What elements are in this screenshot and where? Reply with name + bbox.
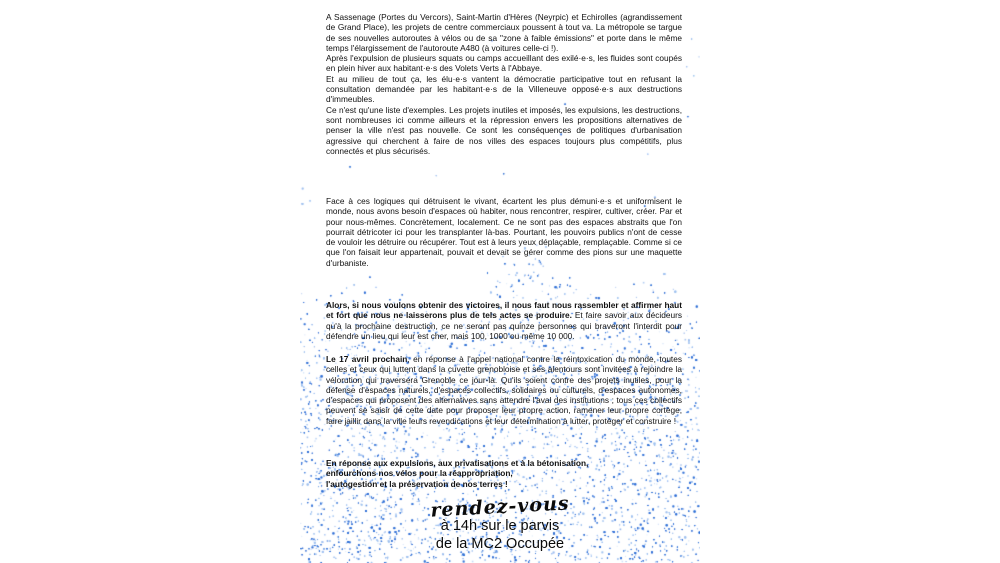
april-date-bold: Le 17 avril prochain (326, 354, 408, 364)
victories-text: Et faire savoir aux décideurs qu'à la prochaine destruction, ce ne seront pas quinze personnes qui braveront l'interdit pour défendre un lieu qui leur est cher, mais 100, 1000 ou même 10 000. (326, 310, 682, 341)
call-to-action-block (326, 458, 682, 489)
april-text: , en réponse à l'appel national contre la réintoxication du monde, toutes celles et ceux qui luttent dans la cuvette grenobloise et ses alentours sont invitées à rejoindre la vélorution qui traversera Grenoble ce jour-là. Qu'ils soient contre des projets inutiles, pour la défense d'espaces naturels, d'espaces collectifs, solidaires ou culturels, d'espaces autonomes, d'espaces qui proposent des alternatives sans attendre l'aval des institutions ; tous ces collectifs peuvent se saisir de cette date pour proposer leur propre action, ramener leur propre cortège, faire jaillir dans la ville leurs revendications et leur détermination à lutter, protéger et construire ! (326, 354, 683, 426)
paragraph-april (326, 354, 682, 426)
paragraph-victories (326, 300, 682, 341)
rendezvous-place-line: de la MC2 Occupée (435, 536, 565, 552)
rendezvous-time-line: à 14h sur le parvis (440, 518, 560, 534)
call-line-3: l'autogestion et la préservation de nos terres ! (326, 478, 508, 489)
rendezvous-script-heading: rendez-vous (429, 492, 571, 522)
paragraph-expulsions: Après l'expulsion de plusieurs squats ou camps accueillant des exilé·e·s, les fluides sont coupés en plein hiver aux habitant·e·s des Volets Verts à l'Abbaye. (326, 53, 682, 74)
paragraph-participative-democracy: Et au milieu de tout ça, les élu·e·s vantent la démocratie participative tout en refusant la consultation demandée par les habitant·e·s de la Villeneuve opposé·e·s aux destructions d'immeubles. (326, 73, 682, 105)
victories-bold-text: Alors, si nous voulons obtenir des victoires, il nous faut nous rassembler et affirmer haut et fort que nous ne laisserons plus de tels actes se produire. (326, 300, 682, 321)
flyer-sheet (300, 0, 700, 563)
paragraph-shopping-centres: A Sassenage (Portes du Vercors), Saint-Martin d'Hères (Neyrpic) et Echirolles (agrandissement de Grand Place), les projets de centre commerciaux poussent à tout va. La métropole se targue de ses nouvelles autoroutes à vélos ou de sa "zone à faible émissions" et porte dans le même temps l'élargissement de l'autoroute A480 (à voitures celle-ci !). (326, 12, 682, 53)
april-text-block (326, 354, 682, 426)
call-line-1: En réponse aux expulsions, aux privatisations et à la bétonisation, (326, 458, 589, 468)
intro-text-block (326, 12, 682, 156)
living-text-block (326, 196, 682, 268)
paragraph-examples: Ce n'est qu'une liste d'exemples. Les projets inutiles et imposés, les expulsions, les destructions, sont nombreuses ici comme ailleurs et la répression envers les propositions alternatives de penser la ville n'est pas nouvelle. Ce sont les conséquences de politiques d'urbanisation agressive qui cherchent à faire de nos villes des espaces toujours plus compétitifs, plus connectés et plus sécurisés. (326, 104, 682, 156)
victories-text-block (326, 300, 682, 341)
paragraph-face-logics: Face à ces logiques qui détruisent le vivant, écartent les plus démuni·e·s et uniformisent le monde, nous avons besoin d'espaces où habiter, nous rencontrer, respirer, cultiver, créer. Par et pour nous-mêmes. Concrètement, localement. Ce ne sont pas des espaces abstraits que l'on pourrait détricoter ici pour les transplanter là-bas. Pourtant, les pouvoirs publics n'ont de cesse de vouloir les détruire ou récupérer. Tout est à leurs yeux déplaçable, remplaçable. Comme si ce que l'on faisait leur appartenait, pouvait et devait se gérer comme des pions sur une maquette d'urbaniste. (326, 196, 682, 268)
call-line-2: enfourchons nos vélos pour la réappropriation, (326, 468, 513, 479)
